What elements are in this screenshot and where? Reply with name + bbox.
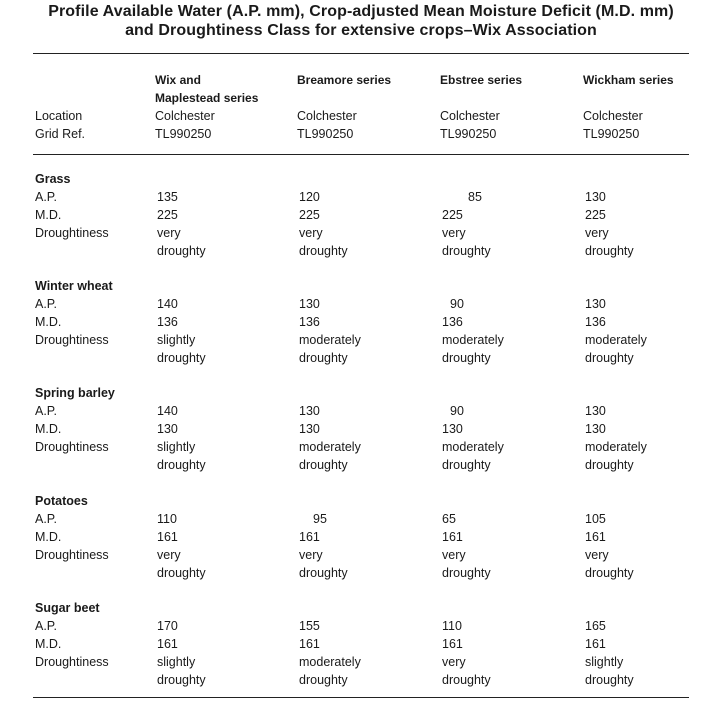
cell-md: 130	[299, 422, 320, 436]
row-label-ap: A.P.	[35, 297, 58, 311]
cell-droughtiness-2: droughty	[442, 566, 491, 580]
cell-droughtiness-1: moderately	[442, 333, 504, 347]
cell-ap: 120	[299, 190, 320, 204]
cell-ap: 95	[313, 512, 327, 526]
column-name-line-1: Wix and	[155, 73, 201, 87]
cell-droughtiness-1: very	[157, 226, 181, 240]
crop-name: Sugar beet	[35, 601, 100, 615]
cell-ap: 170	[157, 619, 178, 633]
cell-droughtiness-2: droughty	[585, 458, 634, 472]
cell-droughtiness-2: droughty	[442, 244, 491, 258]
cell-droughtiness-1: slightly	[157, 333, 196, 347]
column-location: Colchester	[155, 109, 215, 123]
row-label-md: M.D.	[35, 208, 62, 222]
cell-droughtiness-2: droughty	[157, 566, 206, 580]
row-label-ap: A.P.	[35, 404, 58, 418]
header-label-column	[35, 107, 85, 143]
crop-name: Spring barley	[35, 386, 115, 400]
cell-md: 161	[442, 637, 463, 651]
column-name-line-2	[297, 89, 391, 107]
cell-md: 161	[299, 530, 320, 544]
cell-droughtiness-2: droughty	[442, 673, 491, 687]
cell-droughtiness-1: very	[442, 226, 466, 240]
cell-droughtiness-2: droughty	[157, 244, 206, 258]
cell-ap: 90	[450, 404, 464, 418]
cell-droughtiness-1: very	[585, 226, 609, 240]
row-label-md: M.D.	[35, 422, 62, 436]
cell-droughtiness-2: droughty	[157, 351, 206, 365]
cell-droughtiness-1: very	[157, 548, 181, 562]
title-line-2: and Droughtiness Class for extensive crops–Wix Association	[125, 22, 597, 39]
cell-ap: 65	[442, 512, 456, 526]
column-location: Colchester	[297, 109, 357, 123]
cell-droughtiness-2: droughty	[157, 458, 206, 472]
cell-droughtiness-1: slightly	[585, 655, 624, 669]
cell-droughtiness-1: moderately	[585, 333, 647, 347]
row-label-md: M.D.	[35, 637, 62, 651]
column-name-line-2	[440, 89, 522, 107]
table-title	[0, 2, 722, 40]
cell-md: 136	[442, 315, 463, 329]
column-name-line-1: Breamore series	[297, 73, 392, 87]
cell-droughtiness-1: very	[585, 548, 609, 562]
column-grid-ref: TL990250	[440, 127, 497, 141]
cell-md: 161	[157, 530, 178, 544]
cell-droughtiness-1: moderately	[299, 655, 361, 669]
cell-droughtiness-2: droughty	[299, 673, 348, 687]
header-column-wix	[155, 71, 258, 143]
column-grid-ref: TL990250	[583, 127, 640, 141]
cell-ap: 130	[585, 404, 606, 418]
cell-ap: 105	[585, 512, 606, 526]
cell-md: 225	[585, 208, 606, 222]
header-column-ebstree	[440, 71, 522, 143]
location-label: Location	[35, 109, 83, 123]
column-location: Colchester	[440, 109, 500, 123]
column-grid-ref: TL990250	[155, 127, 212, 141]
cell-md: 161	[585, 637, 606, 651]
cell-md: 130	[442, 422, 463, 436]
cell-ap: 110	[157, 512, 177, 526]
title-line-1: Profile Available Water (A.P. mm), Crop-adjusted Mean Moisture Deficit (M.D. mm)	[48, 3, 674, 20]
crop-name: Winter wheat	[35, 279, 113, 293]
cell-ap: 135	[157, 190, 178, 204]
row-label-md: M.D.	[35, 530, 62, 544]
cell-ap: 110	[442, 619, 462, 633]
cell-md: 130	[585, 422, 606, 436]
bottom-rule	[33, 697, 689, 698]
column-name-line-2	[583, 89, 674, 107]
cell-droughtiness-1: slightly	[157, 655, 196, 669]
cell-droughtiness-2: droughty	[299, 458, 348, 472]
cell-md: 161	[585, 530, 606, 544]
cell-ap: 130	[299, 297, 320, 311]
crop-name: Grass	[35, 172, 71, 186]
cell-droughtiness-2: droughty	[585, 351, 634, 365]
cell-md: 136	[585, 315, 606, 329]
cell-ap: 140	[157, 404, 178, 418]
cell-ap: 90	[450, 297, 464, 311]
cell-ap: 130	[585, 190, 606, 204]
cell-droughtiness-1: moderately	[299, 333, 361, 347]
cell-ap: 140	[157, 297, 178, 311]
row-label-ap: A.P.	[35, 619, 58, 633]
header-rule	[33, 154, 689, 155]
cell-droughtiness-1: very	[299, 226, 323, 240]
cell-droughtiness-1: slightly	[157, 440, 196, 454]
cell-droughtiness-1: very	[299, 548, 323, 562]
cell-droughtiness-1: moderately	[442, 440, 504, 454]
cell-md: 161	[442, 530, 463, 544]
cell-md: 225	[157, 208, 178, 222]
row-label-droughtiness: Droughtiness	[35, 440, 109, 454]
row-label-droughtiness: Droughtiness	[35, 226, 109, 240]
cell-ap: 130	[299, 404, 320, 418]
header-column-wickham	[583, 71, 674, 143]
cell-droughtiness-2: droughty	[299, 566, 348, 580]
crop-name: Potatoes	[35, 494, 88, 508]
cell-ap: 155	[299, 619, 320, 633]
cell-droughtiness-2: droughty	[585, 244, 634, 258]
row-label-ap: A.P.	[35, 190, 58, 204]
column-name-line-1: Ebstree series	[440, 73, 523, 87]
cell-droughtiness-2: droughty	[442, 458, 491, 472]
cell-droughtiness-1: very	[442, 655, 466, 669]
grid-ref-label: Grid Ref.	[35, 127, 86, 141]
cell-droughtiness-2: droughty	[585, 673, 634, 687]
cell-droughtiness-2: droughty	[442, 351, 491, 365]
cell-md: 225	[299, 208, 320, 222]
cell-droughtiness-1: moderately	[585, 440, 647, 454]
header-column-breamore	[297, 71, 391, 143]
cell-droughtiness-1: moderately	[299, 440, 361, 454]
cell-droughtiness-2: droughty	[585, 566, 634, 580]
row-label-droughtiness: Droughtiness	[35, 333, 109, 347]
row-label-droughtiness: Droughtiness	[35, 655, 109, 669]
column-grid-ref: TL990250	[297, 127, 354, 141]
cell-md: 130	[157, 422, 178, 436]
cell-md: 136	[157, 315, 178, 329]
column-location: Colchester	[583, 109, 643, 123]
row-label-md: M.D.	[35, 315, 62, 329]
cell-md: 161	[157, 637, 178, 651]
cell-ap: 85	[468, 190, 482, 204]
cell-droughtiness-1: very	[442, 548, 466, 562]
top-rule	[33, 53, 689, 54]
row-label-ap: A.P.	[35, 512, 58, 526]
column-name-line-2: Maplestead series	[155, 91, 259, 105]
cell-droughtiness-2: droughty	[299, 244, 348, 258]
cell-ap: 165	[585, 619, 606, 633]
cell-md: 225	[442, 208, 463, 222]
column-name-line-1: Wickham series	[583, 73, 674, 87]
cell-ap: 130	[585, 297, 606, 311]
cell-md: 136	[299, 315, 320, 329]
row-label-droughtiness: Droughtiness	[35, 548, 109, 562]
cell-droughtiness-2: droughty	[157, 673, 206, 687]
cell-md: 161	[299, 637, 320, 651]
cell-droughtiness-2: droughty	[299, 351, 348, 365]
